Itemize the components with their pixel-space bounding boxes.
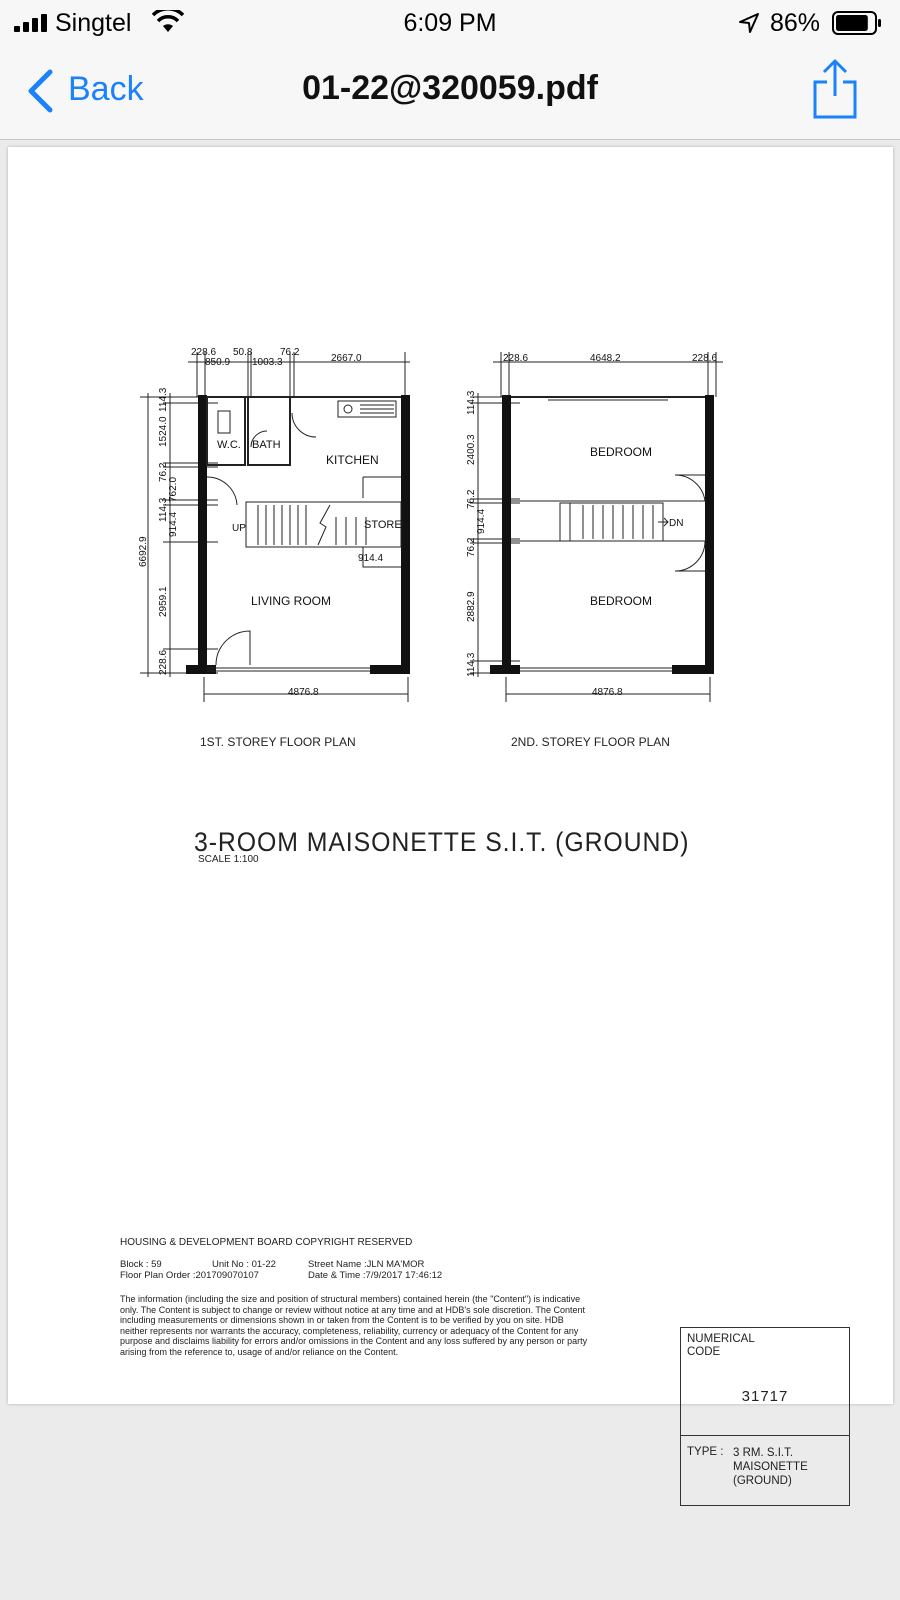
floor-plan-order: Floor Plan Order :201709070107 [120, 1270, 259, 1281]
room-label-store: STORE [364, 519, 402, 531]
dim-text: 228.6 [692, 353, 718, 364]
battery-icon [832, 11, 882, 35]
type-label: TYPE : [687, 1446, 724, 1458]
unit-number: Unit No : 01-22 [212, 1259, 276, 1270]
pdf-page[interactable] [8, 147, 893, 1487]
dim-text: 2667.0 [331, 353, 362, 364]
dim-text: 914.4 [476, 508, 487, 534]
dim-text: 76.2 [280, 347, 300, 358]
share-icon[interactable] [812, 58, 858, 120]
dim-text: 228.6 [158, 649, 169, 675]
numerical-code-value: 31717 [741, 1388, 789, 1405]
dim-text: 114.3 [158, 387, 169, 412]
date-time: Date & Time :7/9/2017 17:46:12 [308, 1270, 443, 1281]
dim-text: 114.3 [158, 497, 169, 522]
nav-bar [0, 46, 900, 140]
plan-label-second: 2ND. STOREY FLOOR PLAN [511, 735, 670, 749]
first-storey-plan [140, 352, 410, 677]
dim-text: 76.2 [158, 462, 169, 482]
page-title: 01-22@320059.pdf [302, 69, 598, 107]
drawing-title: 3-ROOM MAISONETTE S.I.T. (GROUND) [194, 827, 690, 857]
second-storey-plan [470, 352, 723, 677]
block-number: Block : 59 [120, 1259, 162, 1270]
dim-text: 4648.2 [590, 353, 621, 364]
street-name: Street Name :JLN MA'MOR [308, 1259, 425, 1270]
dim-text: 76.2 [466, 489, 477, 509]
room-label-bath: BATH [252, 439, 281, 451]
dim-text: 50.8 [233, 347, 253, 358]
numerical-code-box [680, 1327, 850, 1506]
carrier-label: Singtel [55, 9, 132, 37]
numerical-code-label: NUMERICAL CODE [687, 1333, 755, 1358]
dim-text: 114.3 [466, 652, 477, 677]
dim-text: 762.0 [168, 476, 179, 502]
dim-text: 4876.8 [288, 687, 319, 698]
type-value: 3 RM. S.I.T. MAISONETTE (GROUND) [733, 1447, 808, 1487]
plan-label-first: 1ST. STOREY FLOOR PLAN [200, 735, 356, 749]
dim-text: 1003.3 [252, 357, 283, 368]
copyright: HOUSING & DEVELOPMENT BOARD COPYRIGHT RESERVED [120, 1237, 413, 1248]
dim-text: 4876.8 [592, 687, 623, 698]
clock: 6:09 PM [403, 9, 497, 37]
disclaimer: The information (including the size and position of structural members) contained herein (the "Content") is indicative only. The Content is subject to change or review without notice at any time and at HDB's sole discretion. The Content including measurements or dimensions shown in or taken from the Content is to be verified by you on site. HDB neither represents nor warrants the accuracy, completeness, reliability, currency or adequacy of the Content for any purpose and disclaims liability for errors and/or omissions in the Content and any loss suffered by any person or party arising from the reference to, usage of and/or reliance on the Content. [120, 1294, 588, 1357]
floor-plan-drawing [8, 147, 893, 1404]
dim-text: 2882.9 [466, 591, 477, 622]
location-arrow-icon [738, 12, 760, 34]
dim-text: 2959.1 [158, 586, 169, 617]
room-label-bedroom: BEDROOM [590, 445, 653, 459]
dim-text: 228.6 [503, 353, 529, 364]
room-label-wc: W.C. [217, 439, 241, 451]
scale-label: SCALE 1:100 [198, 854, 259, 865]
room-label-bedroom: BEDROOM [590, 594, 653, 608]
dim-text: 914.4 [168, 511, 179, 537]
dim-text: 76.2 [466, 537, 477, 557]
dim-text: 850.9 [205, 357, 231, 368]
dim-text: 114.3 [466, 390, 477, 415]
room-label-kitchen: KITCHEN [326, 453, 379, 467]
back-label: Back [68, 70, 144, 108]
dim-text: 2400.3 [466, 434, 477, 465]
room-label-dn: DN [669, 518, 684, 529]
status-bar [0, 0, 900, 46]
dim-text: 1524.0 [158, 416, 169, 447]
dim-text: 914.4 [358, 553, 384, 564]
room-label-up: UP [232, 523, 246, 534]
dim-text: 228.6 [191, 347, 217, 358]
room-label-living: LIVING ROOM [251, 594, 332, 608]
divider [681, 1435, 849, 1436]
battery-percent: 86% [770, 9, 821, 37]
dim-text: 6692.9 [138, 536, 149, 567]
